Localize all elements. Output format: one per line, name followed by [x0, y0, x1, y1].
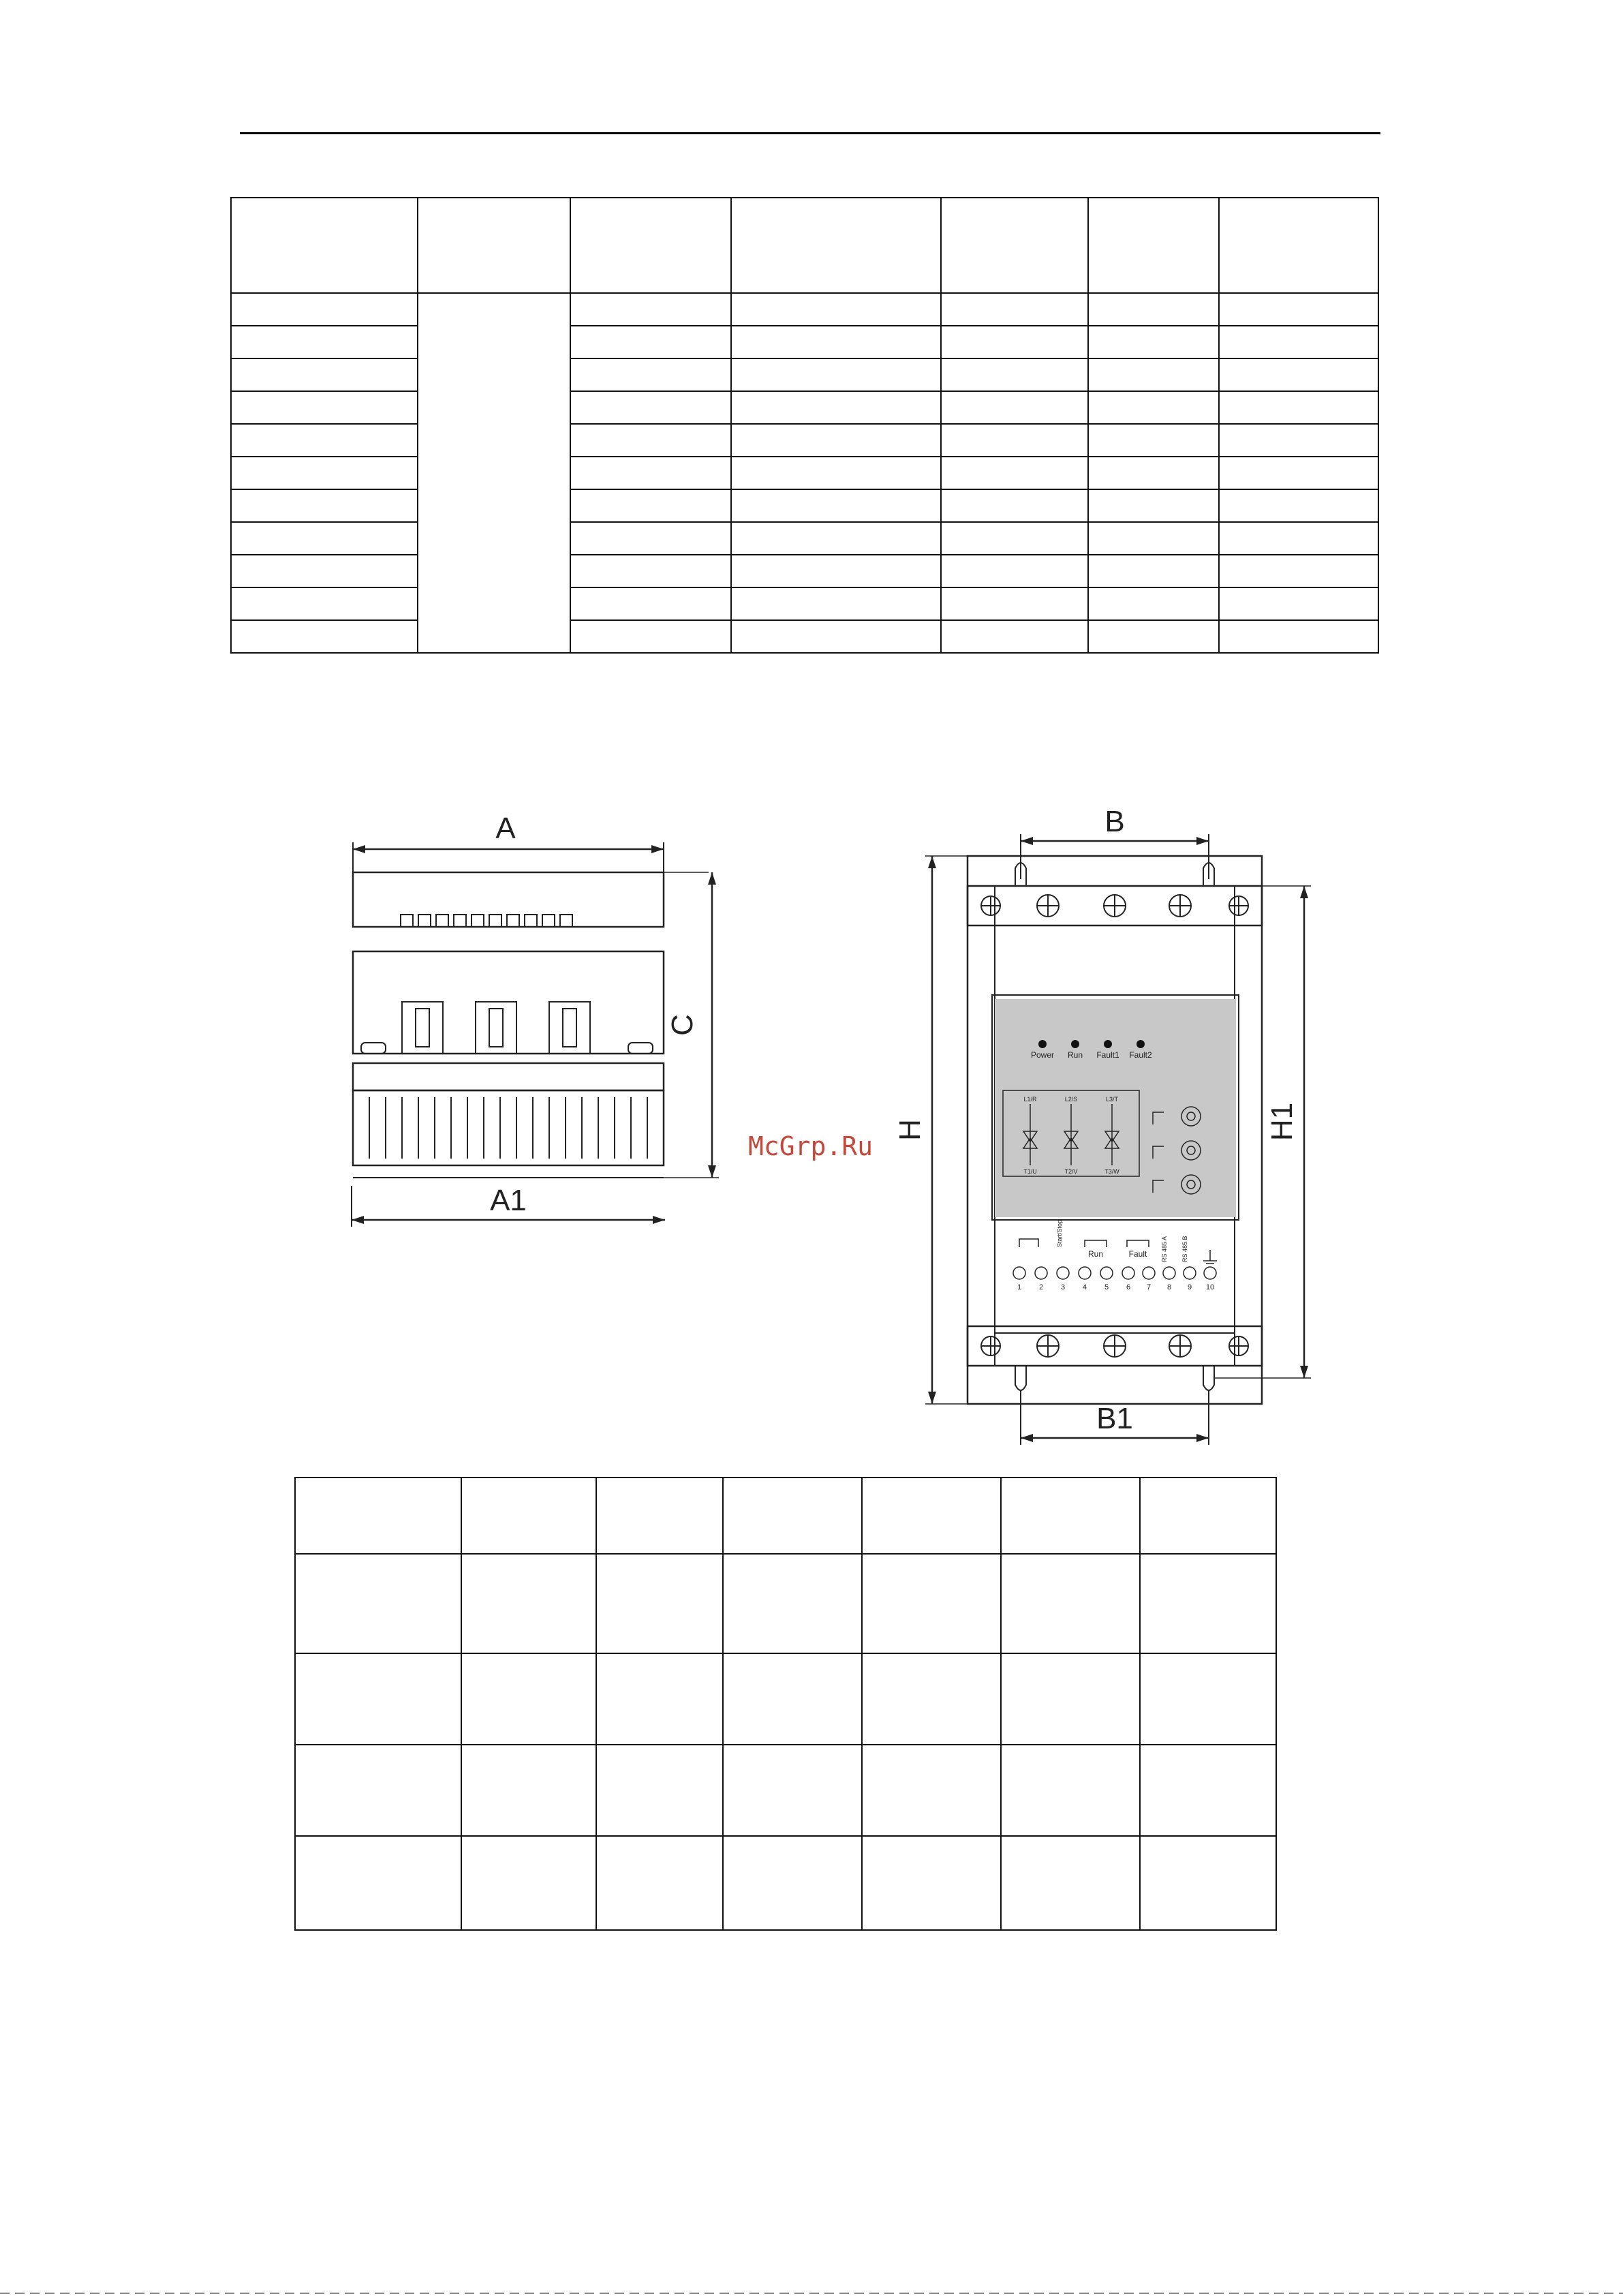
table-header-row — [295, 1478, 1276, 1554]
table-row — [231, 489, 1378, 522]
terminal-number: 6 — [1126, 1283, 1131, 1291]
terminal-label-start-stop: Start/Stop — [1056, 1219, 1063, 1247]
dim-label-c: C — [666, 1014, 699, 1036]
table-row — [295, 1745, 1276, 1836]
dimension-table — [294, 1477, 1277, 1931]
table-row — [231, 326, 1378, 358]
phase-label-t3: T3/W — [1104, 1168, 1119, 1175]
ground-icon — [1203, 1250, 1217, 1264]
phase-label-l3: L3/T — [1105, 1096, 1119, 1103]
table-row — [231, 293, 1378, 326]
dim-label-h1: H1 — [1265, 1102, 1299, 1142]
table-header-row — [231, 198, 1378, 293]
terminal-number: 5 — [1104, 1283, 1109, 1291]
dim-label-a1: A1 — [490, 1184, 527, 1217]
side-view-diagram — [327, 804, 749, 1240]
terminal-number: 4 — [1082, 1283, 1087, 1291]
table-row — [231, 358, 1378, 391]
terminal-label-run: Run — [1087, 1249, 1104, 1259]
led-label-fault2: Fault2 — [1129, 1050, 1152, 1060]
table-row — [231, 424, 1378, 457]
terminal-number: 9 — [1187, 1283, 1192, 1291]
watermark: McGrp.Ru — [748, 1131, 874, 1161]
spec-table — [230, 197, 1379, 654]
terminal-number: 7 — [1146, 1283, 1151, 1291]
terminal-number: 8 — [1166, 1283, 1172, 1291]
table-row — [231, 587, 1378, 620]
front-view-diagram — [893, 797, 1322, 1452]
terminal-number: 3 — [1060, 1283, 1066, 1291]
terminal-number: 10 — [1205, 1283, 1215, 1291]
dim-label-a: A — [495, 812, 516, 845]
footer-edge — [0, 2293, 1623, 2294]
terminal-number: 2 — [1038, 1283, 1044, 1291]
table-row — [295, 1554, 1276, 1653]
led-label-fault1: Fault1 — [1096, 1050, 1119, 1060]
phase-label-t2: T2/V — [1064, 1168, 1078, 1175]
phase-label-t1: T1/U — [1023, 1168, 1037, 1175]
table-row — [231, 457, 1378, 489]
phase-label-l2: L2/S — [1064, 1096, 1078, 1103]
phase-label-l1: L1/R — [1023, 1096, 1037, 1103]
header-rule — [240, 132, 1380, 134]
terminal-label-rs485b: RS 485 B — [1181, 1236, 1188, 1262]
dim-label-h: H — [893, 1119, 927, 1141]
dim-label-b1: B1 — [1096, 1402, 1133, 1435]
table-row — [295, 1653, 1276, 1745]
table-row — [231, 620, 1378, 653]
table-row — [231, 522, 1378, 555]
table-row — [231, 555, 1378, 587]
led-label-run: Run — [1067, 1050, 1083, 1060]
table-row — [295, 1836, 1276, 1930]
dim-label-b: B — [1104, 805, 1125, 838]
led-label-power: Power — [1030, 1050, 1055, 1060]
table-row — [231, 391, 1378, 424]
terminal-number: 1 — [1017, 1283, 1022, 1291]
terminal-label-rs485a: RS 485 A — [1161, 1236, 1168, 1262]
terminal-label-fault: Fault — [1128, 1249, 1147, 1259]
